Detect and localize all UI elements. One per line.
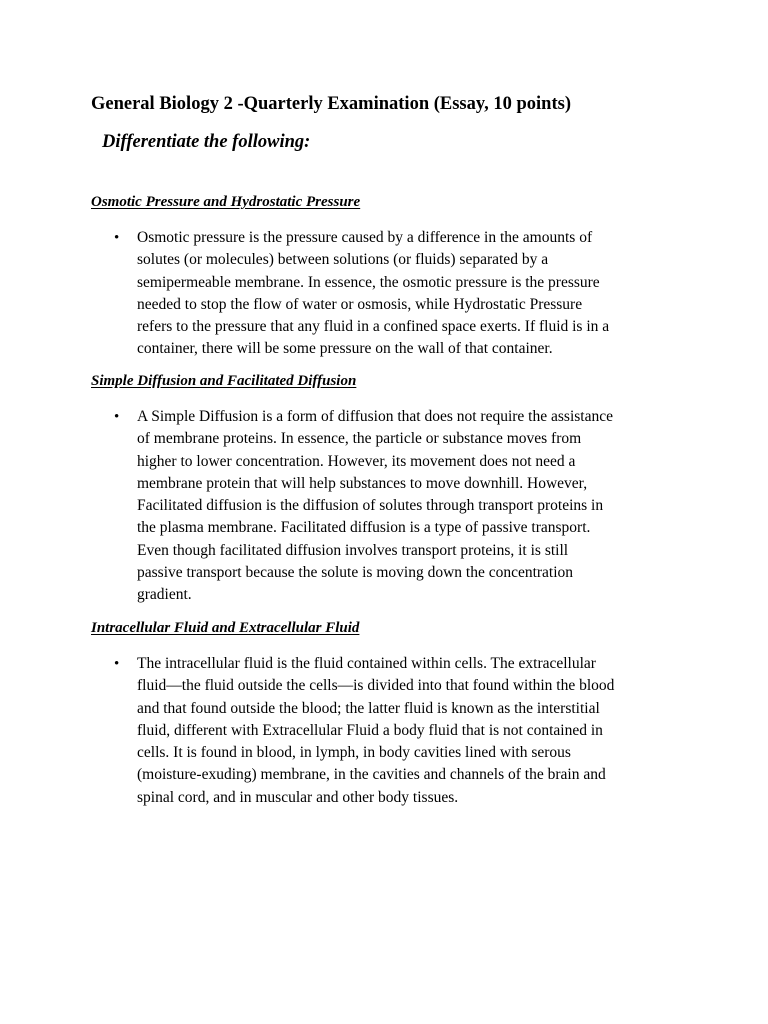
bullet-icon: • xyxy=(114,230,120,246)
bullet-item-intracellular-extracellular xyxy=(114,653,674,809)
section-heading-intracellular-extracellular: Intracellular Fluid and Extracellular Fluid xyxy=(91,620,360,636)
paragraph-line: Even though facilitated diffusion involves transport proteins, it is still xyxy=(137,541,569,559)
bullet-paragraph xyxy=(137,653,674,809)
paragraph-line: of membrane proteins. In essence, the particle or substance moves from xyxy=(137,430,582,448)
paragraph-line: the plasma membrane. Facilitated diffusion is a type of passive transport. xyxy=(137,519,591,537)
paragraph-line: needed to stop the flow of water or osmosis, while Hydrostatic Pressure xyxy=(137,295,583,313)
paragraph-line: A Simple Diffusion is a form of diffusion that does not require the assistance xyxy=(137,408,613,425)
bullet-item-osmotic-hydrostatic xyxy=(114,227,674,361)
paragraph-line: container, there will be some pressure on the wall of that container. xyxy=(137,340,553,358)
paragraph-line: fluid, different with Extracellular Fluid a body fluid that is not contained in xyxy=(137,721,603,739)
bullet-item-simple-facilitated xyxy=(114,406,674,607)
paragraph-line: (moisture-exuding) membrane, in the cavities and channels of the brain and xyxy=(137,766,606,784)
paragraph-line: spinal cord, and in muscular and other body tissues. xyxy=(137,788,459,806)
paragraph-line: The intracellular fluid is the fluid contained within cells. The extracellular xyxy=(137,655,596,672)
paragraph-line: refers to the pressure that any fluid in a confined space exerts. If fluid is in a xyxy=(137,318,610,336)
instruction-heading: Differentiate the following: xyxy=(102,132,311,152)
paragraph-line: fluid—the fluid outside the cells—is divided into that found within the blood xyxy=(137,677,615,695)
paragraph-line: Osmotic pressure is the pressure caused by a difference in the amounts of xyxy=(137,229,593,246)
paragraph-line: gradient. xyxy=(137,586,192,604)
paragraph-line: higher to lower concentration. However, its movement does not need a xyxy=(137,452,576,470)
bullet-icon: • xyxy=(114,409,120,425)
paragraph-line: semipermeable membrane. In essence, the osmotic pressure is the pressure xyxy=(137,273,600,291)
bullet-icon: • xyxy=(114,656,120,672)
paragraph-line: membrane protein that will help substances to move downhill. However, xyxy=(137,474,588,492)
paragraph-line: cells. It is found in blood, in lymph, in body cavities lined with serous xyxy=(137,744,571,762)
paragraph-line: Facilitated diffusion is the diffusion of solutes through transport proteins in xyxy=(137,497,604,515)
paragraph-line: and that found outside the blood; the latter fluid is known as the interstitial xyxy=(137,699,600,717)
section-heading-osmotic-hydrostatic: Osmotic Pressure and Hydrostatic Pressure xyxy=(91,194,361,210)
section-heading-simple-facilitated: Simple Diffusion and Facilitated Diffusion xyxy=(91,373,357,389)
paragraph-line: solutes (or molecules) between solutions (or fluids) separated by a xyxy=(137,251,549,269)
document-title: General Biology 2 -Quarterly Examination (Essay, 10 points) xyxy=(91,94,571,114)
bullet-paragraph xyxy=(137,227,674,361)
paragraph-line: passive transport because the solute is moving down the concentration xyxy=(137,564,574,582)
bullet-paragraph xyxy=(137,406,674,607)
